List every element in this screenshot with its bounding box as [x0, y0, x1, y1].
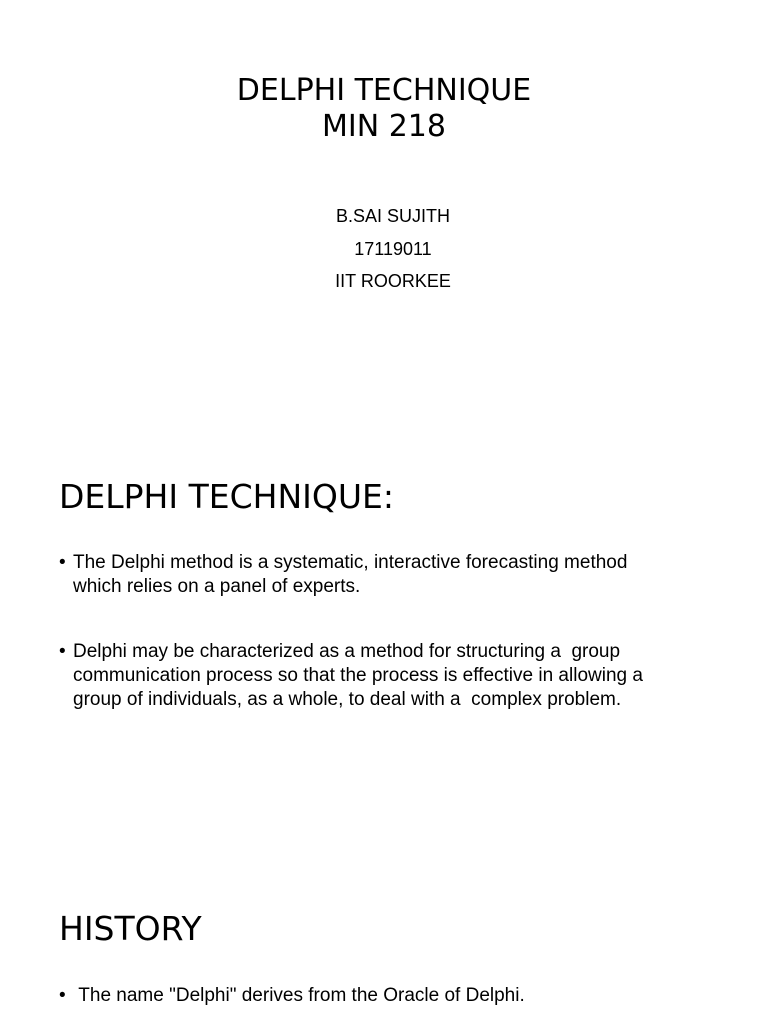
presentation-title: DELPHI TECHNIQUE: [236, 73, 532, 108]
bullet-icon: •: [59, 985, 66, 1006]
list-item: [59, 640, 709, 712]
list-item: [59, 984, 699, 1008]
author-name: B.SAI SUJITH: [335, 206, 451, 226]
list-item: [59, 551, 699, 599]
definition-heading: DELPHI TECHNIQUE:: [59, 477, 394, 516]
bullet-text: The Delphi method is a systematic, interactive forecasting method which relies on a panel of experts.: [73, 552, 628, 597]
bullet-text: Delphi may be characterized as a method for structuring a group communication process so that the process is effective in allowing a group of individuals, as a whole, to deal with a complex problem.: [73, 641, 643, 710]
bullet-icon: •: [59, 641, 66, 662]
course-code: MIN 218: [322, 109, 446, 144]
bullet-icon: •: [59, 552, 66, 573]
history-heading: HISTORY: [59, 909, 202, 948]
bullet-text: The name "Delphi" derives from the Oracle of Delphi.: [73, 985, 525, 1006]
roll-number: 17119011: [354, 239, 432, 259]
institute-name: IIT ROORKEE: [335, 271, 451, 291]
